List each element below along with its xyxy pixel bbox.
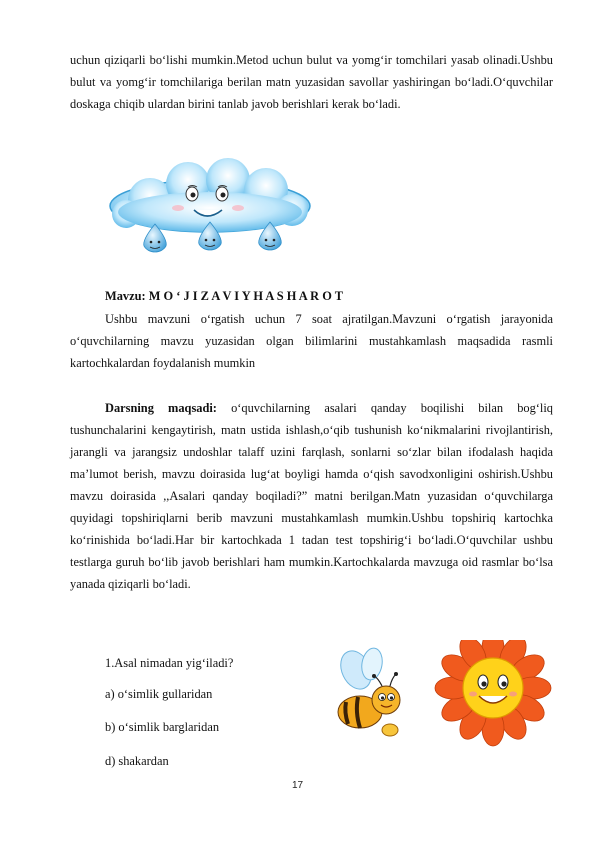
- goal-paragraph: [70, 397, 553, 595]
- intro-paragraph: uchun qiziqarli bo‘lishi mumkin.Metod uchun bulut va yomg‘ir tomchilari yasab olinadi.Ushbu bulut va yomg‘ir tomchilariga berilan matn yuzasidan savollar yashiringan bo‘ladi.O‘quvchilar doskaga chiqib ulardan birini tanlab javob berishlari kerak bo‘ladi.: [70, 53, 553, 111]
- hours-paragraph: Ushbu mavzuni o‘rgatish uchun 7 soat ajratilgan.Mavzuni o‘rgatish jarayonida o‘quvchilarning mavzu yuzasidan olgan bilimlarini mustahkamlash maqsadida rasmli kartochkalardan foydalanish mumkin: [70, 312, 553, 370]
- answer-option-b: b) o‘simlik barglaridan: [105, 720, 220, 734]
- bee-icon: [335, 646, 400, 736]
- sunflower-icon: [435, 640, 551, 746]
- topic-heading: Mavzu: M O ‘ J I Z A V I Y H A S H A R O T: [105, 289, 343, 303]
- goal-label: Darsning maqsadi:: [105, 401, 217, 415]
- cloud-raindrops-illustration: [70, 158, 354, 270]
- goal-text: o‘quvchilarning asalari qanday boqilishi bilan bog‘liq tushunchalarini kengaytirish, matn ustida ishlash,o‘qib tushunish ko‘nikmalarini rivojlantirish, jarangli va jarangsiz undoshlar talaff uzini farqlash, sonlarni so‘zlar bilan ifodalash haqida ma’lumot berish, mavzu doirasida lug‘at boyligi hamda o‘qish savodxonligini oshirish.Ushbu mavzu doirasida ,,Asalari qanday boqiladi?” matni berilgan.Matn yuzasidan o‘quvchilarga quyidagi topshiriqlarni berib mavzuni mustahkamlash mumkin.Ushbu topshiriq kartochka ko‘rinishida bo‘ladi.Har bir kartochkada 1 tadan test topshirig‘i bo‘ladi.O‘quvchilar ushbu testlarga guruh bo‘lib javob berishlari ham mumkin.Kartochkalarda mavzuga oid rasmlar bo‘lsa yanada qiziqarli bo‘ladi.: [70, 401, 553, 591]
- page-number: 17: [291, 780, 304, 791]
- answer-option-d: d) shakardan: [105, 754, 169, 768]
- answer-option-a: a) o‘simlik gullaridan: [105, 687, 213, 701]
- question-text: 1.Asal nimadan yig‘iladi?: [105, 656, 234, 670]
- bee-flower-illustration: [330, 640, 560, 752]
